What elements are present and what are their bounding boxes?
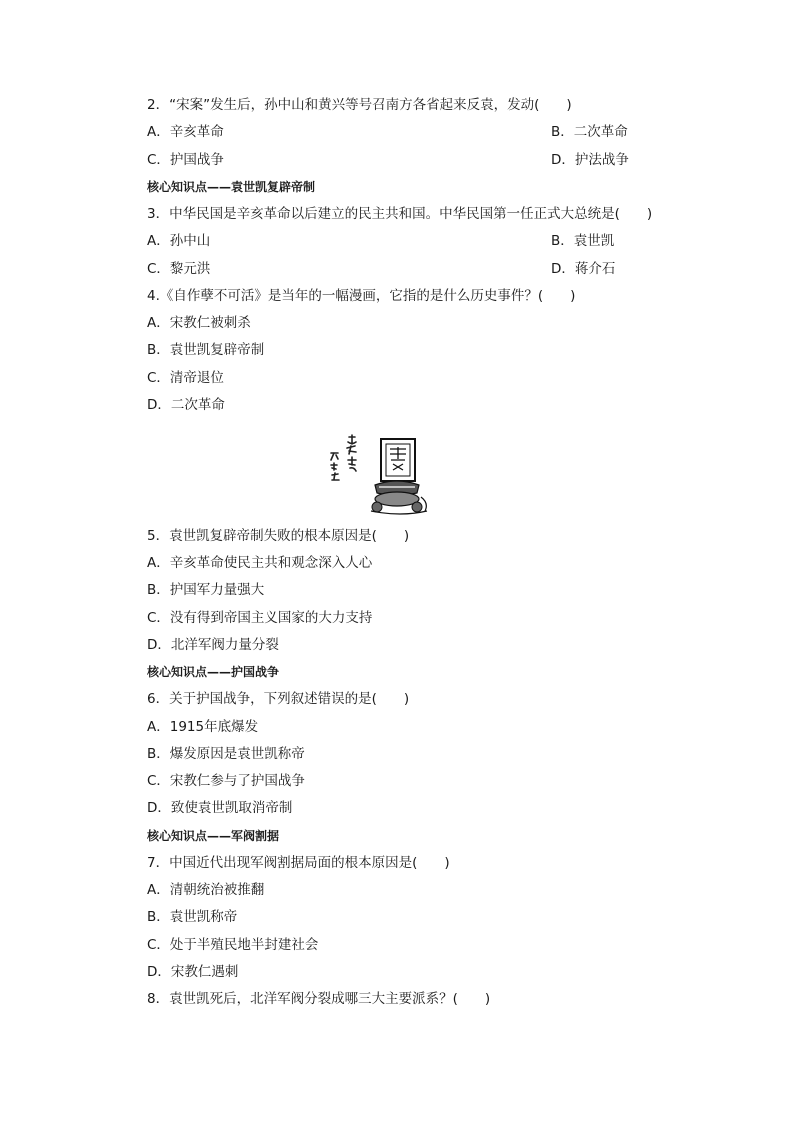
q6-option-b: B．爆发原因是袁世凯称帝 bbox=[147, 746, 305, 762]
q5-option-a: A．辛亥革命使民主共和观念深入人心 bbox=[147, 555, 373, 571]
q3-stem: 3．中华民国是辛亥革命以后建立的民主共和国。中华民国第一任正式大总统是( ) bbox=[147, 206, 653, 222]
q2-option-b: B．二次革命 bbox=[551, 124, 628, 140]
q2-option-c: C．护国战争 bbox=[147, 152, 224, 168]
q6-option-c: C．宋教仁参与了护国战争 bbox=[147, 773, 305, 789]
section-heading-protect-country-war: 核心知识点——护国战争 bbox=[147, 665, 280, 679]
q3-option-a: A．孙中山 bbox=[147, 233, 211, 249]
q3-option-c: C．黎元洪 bbox=[147, 261, 211, 277]
q7-option-a: A．清朝统治被推翻 bbox=[147, 882, 265, 898]
q7-stem: 7．中国近代出现军阀割据局面的根本原因是( ) bbox=[147, 855, 450, 871]
q4-option-a: A．宋教仁被刺杀 bbox=[147, 315, 251, 331]
q3-option-d: D．蒋介石 bbox=[551, 261, 616, 277]
q5-option-d: D．北洋军阀力量分裂 bbox=[147, 637, 279, 653]
q6-stem: 6．关于护国战争，下列叙述错误的是( ) bbox=[147, 691, 410, 707]
q8-stem: 8．袁世凯死后，北洋军阀分裂成哪三大主要派系？( ) bbox=[147, 991, 491, 1007]
q6-option-a: A．1915年底爆发 bbox=[147, 719, 259, 735]
q3-option-b: B．袁世凯 bbox=[551, 233, 615, 249]
q2-option-d: D．护法战争 bbox=[551, 152, 629, 168]
q2-stem: 2．“宋案”发生后，孙中山和黄兴等号召南方各省起来反袁，发动( ) bbox=[147, 97, 572, 113]
q7-option-d: D．宋教仁遇刺 bbox=[147, 964, 239, 980]
cartoon-illustration bbox=[327, 433, 435, 515]
q4-option-c: C．清帝退位 bbox=[147, 370, 224, 386]
q5-stem: 5．袁世凯复辟帝制失败的根本原因是( ) bbox=[147, 528, 410, 544]
q5-option-b: B．护国军力量强大 bbox=[147, 582, 265, 598]
q4-stem: 4.《自作孽不可活》是当年的一幅漫画，它指的是什么历史事件？( ) bbox=[147, 288, 576, 304]
q7-option-b: B．袁世凯称帝 bbox=[147, 909, 238, 925]
q4-option-d: D．二次革命 bbox=[147, 397, 225, 413]
section-heading-restoration: 核心知识点——袁世凯复辟帝制 bbox=[147, 180, 316, 194]
q5-option-c: C．没有得到帝国主义国家的大力支持 bbox=[147, 610, 373, 626]
q6-option-d: D．致使袁世凯取消帝制 bbox=[147, 800, 293, 816]
q2-option-a: A．辛亥革命 bbox=[147, 124, 224, 140]
q7-option-c: C．处于半殖民地半封建社会 bbox=[147, 937, 319, 953]
q4-option-b: B．袁世凯复辟帝制 bbox=[147, 342, 265, 358]
section-heading-warlord-separatism: 核心知识点——军阀割据 bbox=[147, 829, 280, 843]
